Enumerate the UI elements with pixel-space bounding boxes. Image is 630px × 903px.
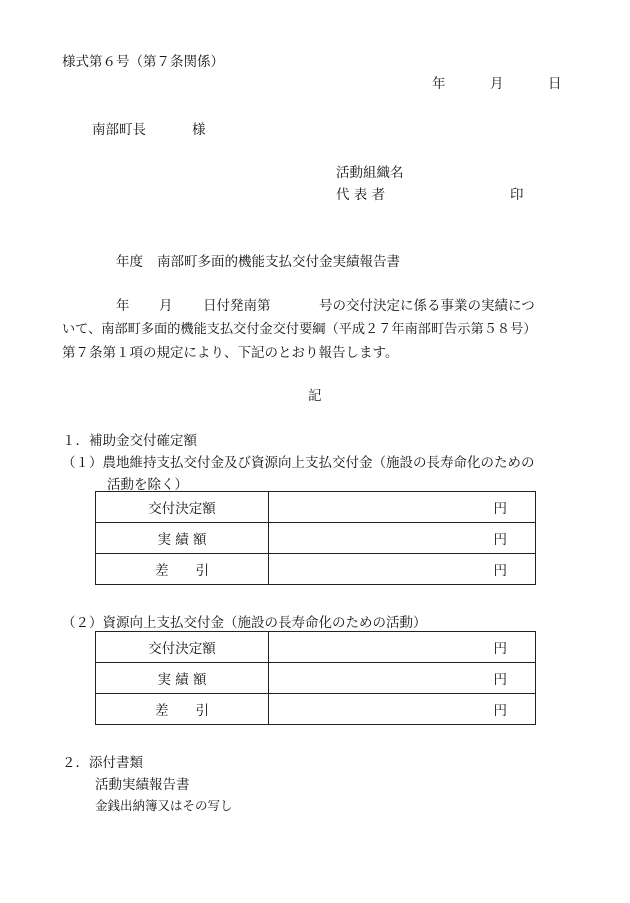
representative-label: 代 表 者 bbox=[336, 187, 386, 203]
table-row bbox=[96, 492, 536, 523]
table-row bbox=[96, 694, 536, 725]
amount-cell: 円 bbox=[269, 663, 536, 694]
form-number: 様式第６号（第７条関係） bbox=[62, 54, 224, 70]
table-row bbox=[96, 523, 536, 554]
table-row bbox=[96, 663, 536, 694]
document-title: 南部町多面的機能支払交付金実績報告書 bbox=[157, 254, 400, 270]
body-day-ref: 日付発南第 bbox=[203, 298, 271, 314]
table-label: 実 績 額 bbox=[96, 663, 269, 694]
ki-marker: 記 bbox=[308, 388, 322, 404]
org-name-label: 活動組織名 bbox=[336, 165, 404, 181]
sub1-heading-line1: （１）農地維持支払交付金及び資源向上支払交付金（施設の長寿命化のための bbox=[62, 455, 535, 471]
table-row bbox=[96, 632, 536, 663]
amount-cell: 円 bbox=[269, 523, 536, 554]
addressee-name: 南部町長 bbox=[92, 122, 146, 138]
title-fiscal-year: 年度 bbox=[116, 254, 143, 270]
table-label: 実 績 額 bbox=[96, 523, 269, 554]
table-label: 交付決定額 bbox=[96, 632, 269, 663]
attachment-item: 活動実績報告書 bbox=[95, 777, 190, 793]
seal-mark: 印 bbox=[510, 187, 524, 203]
date-year-label: 年 bbox=[432, 76, 446, 92]
table-row bbox=[96, 554, 536, 585]
table-label: 差 引 bbox=[96, 554, 269, 585]
body-year: 年 bbox=[116, 298, 130, 314]
body-line1-rest: 号の交付決定に係る事業の実績につ bbox=[319, 298, 535, 314]
amount-cell: 円 bbox=[269, 492, 536, 523]
amount-cell: 円 bbox=[269, 554, 536, 585]
sub2-heading: （２）資源向上支払交付金（施設の長寿命化のための活動） bbox=[62, 615, 427, 631]
section2-heading: ２．添付書類 bbox=[62, 755, 143, 771]
amount-table-2 bbox=[95, 631, 536, 725]
section1-heading: １．補助金交付確定額 bbox=[62, 433, 197, 449]
date-month-label: 月 bbox=[490, 76, 504, 92]
date-day-label: 日 bbox=[548, 76, 562, 92]
body-line3: 第７条第１項の規定により、下記のとおり報告します。 bbox=[62, 345, 399, 361]
body-month: 月 bbox=[159, 298, 173, 314]
table-label: 差 引 bbox=[96, 694, 269, 725]
sub1-heading-line2: 活動を除く） bbox=[107, 477, 188, 493]
amount-cell: 円 bbox=[269, 632, 536, 663]
amount-cell: 円 bbox=[269, 694, 536, 725]
addressee-honorific: 様 bbox=[192, 122, 206, 138]
attachment-item: 金銭出納簿又はその写し bbox=[95, 798, 233, 813]
body-line2: いて、南部町多面的機能支払交付金交付要綱（平成２７年南部町告示第５８号） bbox=[62, 322, 537, 337]
amount-table-1 bbox=[95, 491, 536, 585]
table-label: 交付決定額 bbox=[96, 492, 269, 523]
